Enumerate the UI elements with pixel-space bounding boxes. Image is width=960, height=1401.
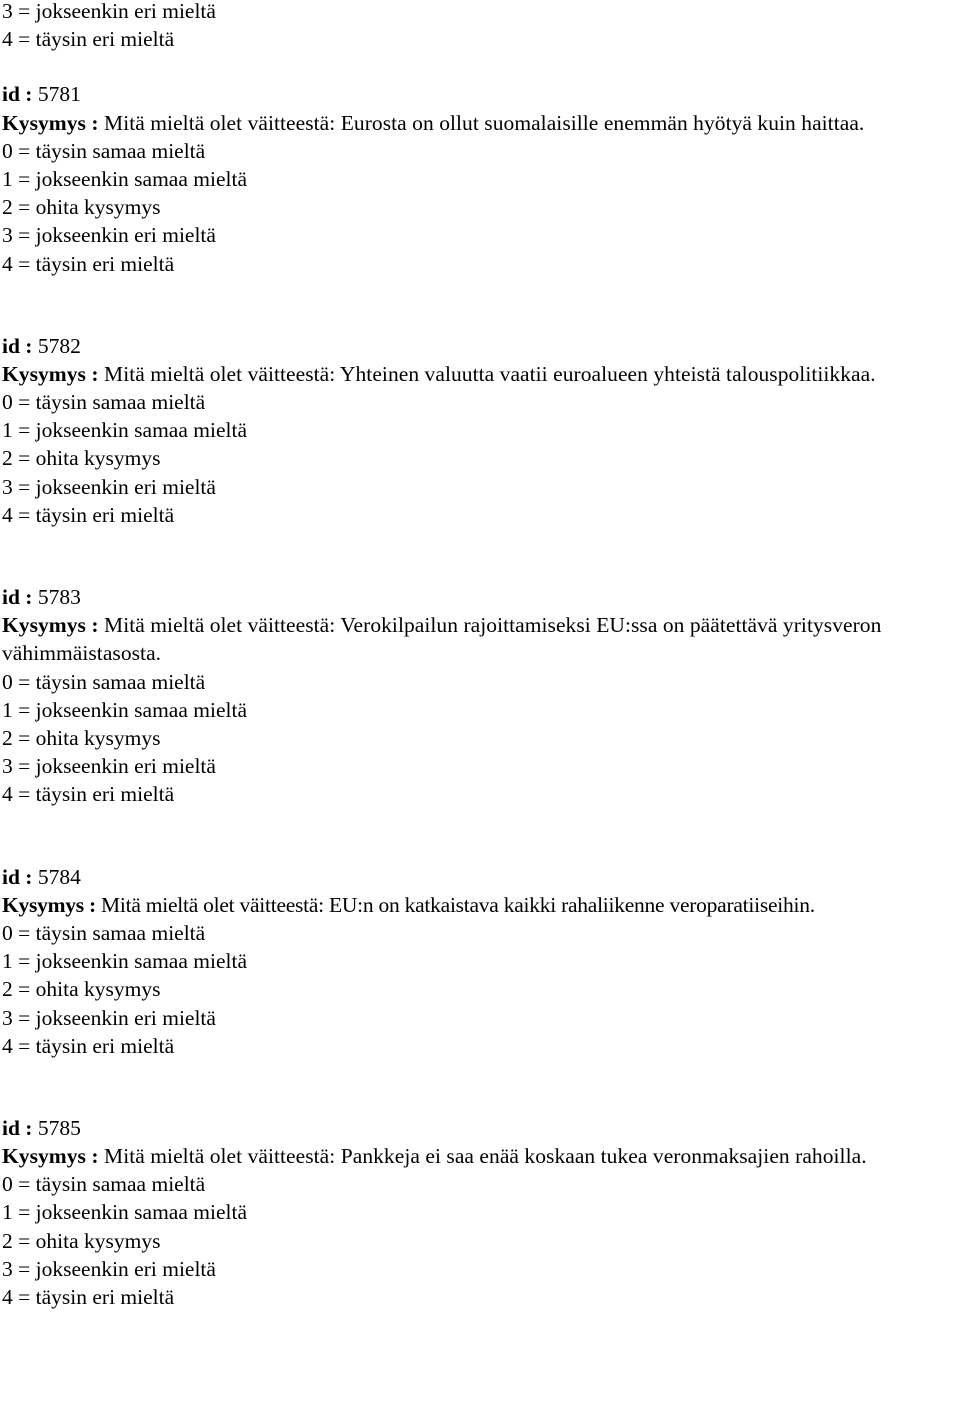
option-value: 4: [2, 27, 13, 52]
option-text: täysin eri mieltä: [35, 1033, 175, 1058]
option-line: 0 = täysin samaa mieltä: [2, 920, 206, 945]
option-value: 2: [2, 195, 13, 220]
question-body: Mitä mieltä olet väitteestä: Eurosta on ollut suomalaisille enemmän hyötyä kuin haittaa.: [104, 110, 865, 135]
option-text: jokseenkin eri mieltä: [35, 1256, 216, 1281]
question-label: Kysymys :: [2, 613, 99, 638]
id-label: id :: [2, 82, 33, 107]
option-text: täysin eri mieltä: [35, 782, 175, 807]
option-line: 4 = täysin eri mieltä: [2, 27, 175, 52]
option-value: 2: [2, 977, 13, 1002]
option-line: 0 = täysin samaa mieltä: [2, 390, 206, 415]
option-line: 1 = jokseenkin samaa mieltä: [2, 418, 247, 443]
option-line: 0 = täysin samaa mieltä: [2, 669, 206, 694]
option-text: jokseenkin eri mieltä: [35, 474, 216, 499]
question-id: [2, 583, 958, 611]
option-value: 0: [2, 920, 13, 945]
question-body: Mitä mieltä olet väitteestä: Verokilpailun rajoittamiseksi EU:ssa on päätettävä yritysveron vähimmäistasosta.: [2, 613, 882, 666]
option-text: täysin eri mieltä: [35, 502, 175, 527]
option-line: 3 = jokseenkin eri mieltä: [2, 474, 216, 499]
option-value: 1: [2, 1200, 13, 1225]
option-value: 4: [2, 782, 13, 807]
option-value: 0: [2, 390, 13, 415]
option-line: 3 = jokseenkin eri mieltä: [2, 754, 216, 779]
option-line: 2 = ohita kysymys: [2, 977, 161, 1002]
option-line: 4 = täysin eri mieltä: [2, 502, 175, 527]
option-text: jokseenkin samaa mieltä: [35, 418, 247, 443]
option-line: 1 = jokseenkin samaa mieltä: [2, 697, 247, 722]
option-text: ohita kysymys: [35, 195, 161, 220]
option-text: jokseenkin samaa mieltä: [35, 949, 247, 974]
option-value: 4: [2, 1285, 13, 1310]
option-line: 4 = täysin eri mieltä: [2, 251, 175, 276]
option-line: 3 = jokseenkin eri mieltä: [2, 1256, 216, 1281]
id-value: 5785: [37, 1115, 81, 1140]
option-value: 0: [2, 1172, 13, 1197]
question-text: [2, 611, 958, 667]
option-line: 2 = ohita kysymys: [2, 446, 161, 471]
question-entry: [2, 332, 958, 529]
option-value: 3: [2, 223, 13, 248]
question-entry: [2, 1114, 958, 1311]
option-value: 2: [2, 726, 13, 750]
question-label: Kysymys :: [2, 1144, 99, 1169]
option-text: jokseenkin eri mieltä: [35, 0, 216, 23]
option-text: ohita kysymys: [35, 977, 161, 1002]
option-text: jokseenkin samaa mieltä: [35, 697, 247, 722]
option-text: ohita kysymys: [35, 726, 161, 750]
option-line: 1 = jokseenkin samaa mieltä: [2, 949, 247, 974]
option-line: 0 = täysin samaa mieltä: [2, 138, 206, 163]
option-text: täysin eri mieltä: [35, 251, 175, 276]
option-text: jokseenkin eri mieltä: [35, 223, 216, 248]
option-line: 3 = jokseenkin eri mieltä: [2, 1005, 216, 1030]
option-value: 1: [2, 697, 13, 722]
option-text: täysin samaa mieltä: [35, 138, 206, 163]
id-value: 5781: [37, 82, 81, 107]
option-value: 1: [2, 166, 13, 191]
option-text: jokseenkin eri mieltä: [35, 754, 216, 779]
previous-question-options: [2, 0, 958, 53]
option-value: 3: [2, 754, 13, 779]
option-value: 2: [2, 1228, 13, 1253]
option-value: 3: [2, 0, 13, 23]
option-text: jokseenkin eri mieltä: [35, 1005, 216, 1030]
question-entry: [2, 80, 958, 277]
option-line: 1 = jokseenkin samaa mieltä: [2, 166, 247, 191]
id-label: id :: [2, 1115, 33, 1140]
question-id: [2, 863, 958, 891]
option-value: 1: [2, 418, 13, 443]
option-value: 3: [2, 1256, 13, 1281]
option-line: 2 = ohita kysymys: [2, 726, 161, 750]
option-text: ohita kysymys: [35, 1228, 161, 1253]
option-text: täysin samaa mieltä: [35, 390, 206, 415]
option-line: 1 = jokseenkin samaa mieltä: [2, 1200, 247, 1225]
option-line: 4 = täysin eri mieltä: [2, 1285, 175, 1310]
option-text: täysin samaa mieltä: [35, 920, 206, 945]
option-text: ohita kysymys: [35, 446, 161, 471]
id-label: id :: [2, 585, 33, 610]
option-value: 4: [2, 1033, 13, 1058]
option-text: täysin eri mieltä: [35, 1285, 175, 1310]
option-value: 3: [2, 1005, 13, 1030]
option-text: täysin samaa mieltä: [35, 1172, 206, 1197]
question-label: Kysymys :: [2, 892, 96, 917]
id-label: id :: [2, 333, 33, 358]
option-value: 0: [2, 138, 13, 163]
question-entry: [2, 863, 958, 1060]
question-text: [2, 109, 958, 137]
question-text: [2, 1142, 958, 1170]
id-value: 5784: [37, 864, 81, 889]
option-line: 4 = täysin eri mieltä: [2, 1033, 175, 1058]
document-page: [2, 0, 958, 1311]
option-text: täysin samaa mieltä: [35, 669, 206, 694]
option-value: 3: [2, 474, 13, 499]
option-line: 4 = täysin eri mieltä: [2, 782, 175, 807]
question-body: Mitä mieltä olet väitteestä: Pankkeja ei saa enää koskaan tukea veronmaksajien rahoilla.: [104, 1144, 867, 1169]
option-text: täysin eri mieltä: [35, 27, 175, 52]
option-text: jokseenkin samaa mieltä: [35, 1200, 247, 1225]
option-value: 1: [2, 949, 13, 974]
id-value: 5783: [37, 585, 81, 610]
option-text: jokseenkin samaa mieltä: [35, 166, 247, 191]
question-entry: [2, 583, 958, 809]
question-text: [2, 360, 958, 388]
id-label: id :: [2, 864, 33, 889]
id-value: 5782: [37, 333, 81, 358]
option-line: 2 = ohita kysymys: [2, 195, 161, 220]
question-label: Kysymys :: [2, 361, 99, 386]
option-value: 4: [2, 502, 13, 527]
question-label: Kysymys :: [2, 110, 99, 135]
question-id: [2, 332, 958, 360]
question-body: Mitä mieltä olet väitteestä: Yhteinen valuutta vaatii euroalueen yhteistä talouspolitiikkaa.: [104, 361, 876, 386]
option-line: 0 = täysin samaa mieltä: [2, 1172, 206, 1197]
option-value: 2: [2, 446, 13, 471]
option-line: 3 = jokseenkin eri mieltä: [2, 223, 216, 248]
question-text: [2, 891, 958, 919]
option-value: 4: [2, 251, 13, 276]
question-body: Mitä mieltä olet väitteestä: EU:n on katkaistava kaikki rahaliikenne veroparatiiseihin.: [101, 892, 815, 917]
option-line: 2 = ohita kysymys: [2, 1228, 161, 1253]
option-value: 0: [2, 669, 13, 694]
question-id: [2, 80, 958, 108]
option-line: 3 = jokseenkin eri mieltä: [2, 0, 216, 23]
question-id: [2, 1114, 958, 1142]
